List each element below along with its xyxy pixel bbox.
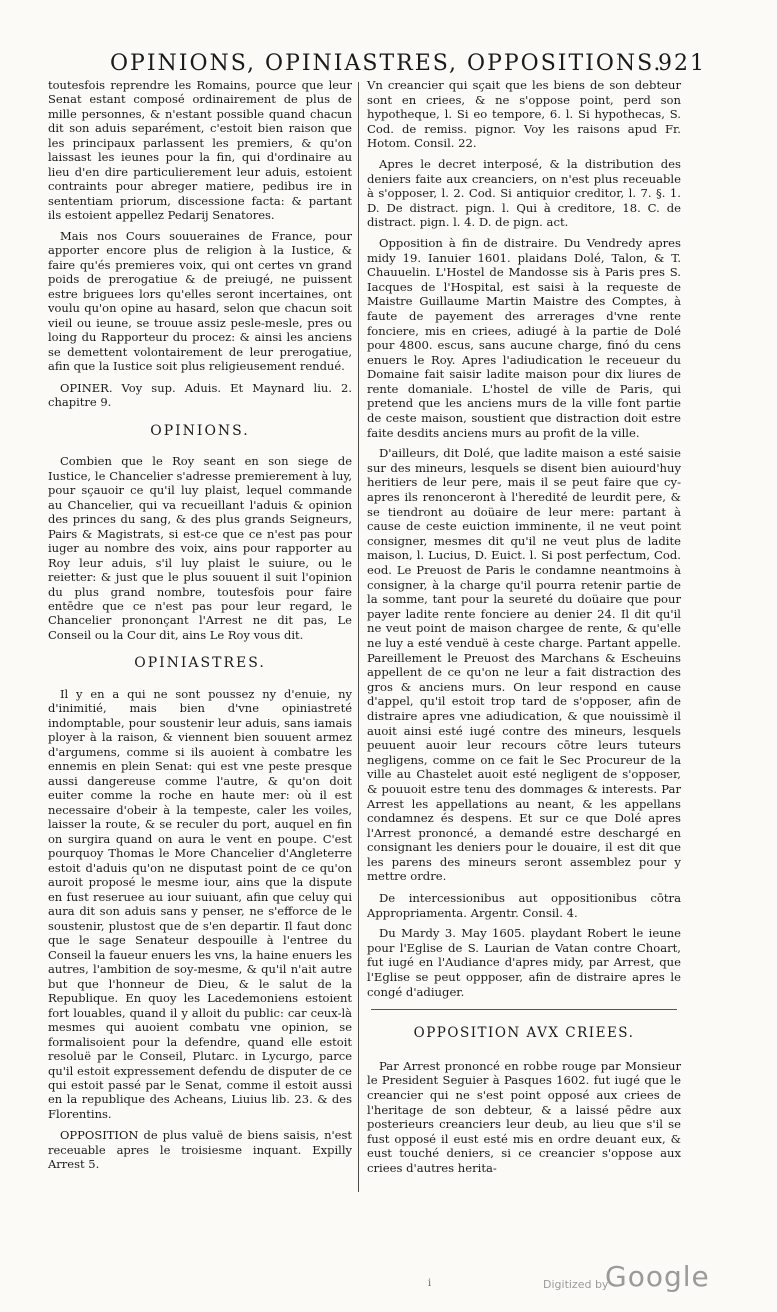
paragraph-ilyen: Il y en a qui ne sont poussez ny d'enuie, ny d'inimitié, mais bien d'vne opiniastreté indomptable, pour soustenir leur aduis, sans iamais ployer à la raison, & viennent bien souuent armez d'argumens, comme si ils auoient à combatre les ennemis en plein Senat: qui est vne peste presque aussi dangereuse comme l'autre, & qu'on doit euiter comme la roche en haute mer: où il est necessaire d'obeir à la tempeste, caler les voiles, laisser la route, & se reculer du port, auquel en fin on surgira quand on aura le vent en poupe. C'est pourquoy Thomas le More Chancelier d'Angleterre estoit d'aduis qu'on ne disputast point de ce qu'on auroit proposé le mesme iour, ains que la dispute en fust reseruee au iour suiuant, afin que celuy qui aura dit son aduis sans y penser, ne s'efforce de le soustenir, plustost que de s'en departir. Il faut donc que le sage Senateur despouille à l'entree du Conseil la faueur enuers les vns, la haine enuers les autres, l'ambition de soy-mesme, & qu'il n'ait autre but que l'honneur de Dieu, & le salut de la Republique. En quoy les Lacedemoniens estoient fort louables, quand il y alloit du public: car ceux-là mesmes qui auoient combatu vne opinion, se formalisoient pour la defendre, quand elle estoit resoluë par le Conseil, Plutarc. in Lycurgo, parce qu'il estoit expressement defendu de disputer de ce qui estoit passé par le Senat, comme il estoit aussi en la republique des Acheans, Liuius lib. 23. & des Florentins.	[48, 686, 352, 1121]
paragraph-opposition: OPPOSITION de plus valuë de biens saisis, n'est receuable apres le troisiesme inquant. Expilly Arrest 5.	[48, 1128, 352, 1172]
paragraph-par-arrest: Par Arrest prononcé en robbe rouge par Monsieur le President Seguier à Pasques 1602. fut iugé que le creancier qui ne s'est point opposé aux criees de l'heritage de son debteur, & a laissé pēdre aux posterieurs creanciers leur deub, au lieu que s'il se fust opposé il eust esté mis en ordre deuant eux, & eust touché deniers, si ce creancier s'oppose aux criees d'autres herita-	[367, 1058, 681, 1175]
heading-opposition-criees: OPPOSITION AVX CRIEES.	[413, 1025, 635, 1042]
paragraph-mardy: Du Mardy 3. May 1605. playdant Robert le ieune pour l'Eglise de S. Laurian de Vatan contre Choart, fut iugé en l'Audiance d'apres midy, par Arrest, que l'Eglise se peut oppposer, afin de distraire apres le congé d'adiuger.	[367, 926, 681, 999]
paragraph-opposition-distraire: Opposition à fin de distraire. Du Vendredy apres midy 19. Ianuier 1601. plaidans Dolé, Talon, & T. Chauuelin. L'Hostel de Mandosse sis à Paris pres S. Iacques de l'Hospital, est saisi à la requeste de Maistre Guillaume Martin Maistre des Comptes, à faute de payement des arrerages d'vne rente fonciere, mis en criees, adiugé à la partie de Dolé pour 4800. escus, sans aucune charge, finó du cens enuers le Roy. Apres l'adiudication le receueur du Domaine fait saisir ladite maison pour dix liures de rente domaniale. L'hostel de ville de Paris, qui pretend que les anciens murs de la ville font partie de ceste maison, soustient que distraction doit estre faite desdits anciens murs au profit de la ville.	[367, 235, 681, 440]
section-rule	[371, 1009, 677, 1010]
right-column	[367, 78, 681, 1176]
paragraph-continuation: toutesfois reprendre les Romains, pource que leur Senat estant composé ordinairement de plus de mille personnes, & n'estant possible quand chacun dit son aduis separément, c'estoit bien raison que les principaux parlassent les premiers, & qu'on laissast les ieunes pour la fin, qui d'ordinaire au lieu d'en dire particulierement leur aduis, estoient contraints pour abreger matiere, pedibus ire in sententiam priorum, discessione facta: & partant ils estoient appellez Pedarij Senatores.	[48, 78, 352, 223]
paragraph-combien: Combien que le Roy seant en son siege de Iustice, le Chancelier s'adresse premierement à luy, pour sçauoir ce qu'il luy plaist, lequel commande au Chancelier, qui va recueillant l'aduis & opinion des princes du sang, & des plus grands Seigneurs, Pairs & Magistrats, si est-ce que ce n'est pas pour iuger au nombre des voix, ains pour rapporter au Roy leur aduis, s'il luy plaist le suiure, ou le reietter: & just que le plus souuent il suit l'opinion du plus grand nombre, toutesfois pour faire entēdre que ce n'est pas pour leur regard, le Chancelier prononçant l'Arrest ne dit pas, Le Conseil ou la Cour dit, ains Le Roy vous dit.	[48, 454, 352, 642]
google-logo: Google	[605, 1260, 710, 1293]
heading-opiniastres: OPINIASTRES.	[134, 655, 266, 672]
paragraph-apres-decret: Apres le decret interposé, & la distribution des deniers faite aux creanciers, on n'est plus receuable à s'opposer, l. 2. Cod. Si antiquior creditor, l. 7. §. 1. D. De distract. pign. l. Qui à creditore, 18. C. de distract. pign. l. 4. D. de pign. act.	[367, 156, 681, 230]
paragraph-mais: Mais nos Cours souueraines de France, pour apporter encore plus de religion à la Iustice, & faire qu'és premieres voix, qui ont certes vn grand poids de prerogatiue & de preiugé, ne puissent estre briguees lors qu'elles seront incertaines, ont voulu qu'on opine au hasard, selon que chacun soit vieil ou ieune, se trouue assiz pesle-mesle, pres ou loing du Rapporteur du procez: & ainsi les anciens se demettent volontairement de leur prerogatiue, afin que la Iustice soit plus religieusement rendué.	[48, 228, 352, 374]
heading-opinions: OPINIONS.	[150, 422, 250, 439]
paragraph-vn-creancier: Vn creancier qui sçait que les biens de son debteur sont en criees, & ne s'oppose point, perd son hypotheque, l. Si eo tempore, 6. l. Si hypothecas, S. Cod. de remiss. pignor. Voy les raisons apud Fr. Hotom. Consil. 22.	[367, 78, 681, 151]
reference-opiner: OPINER. Voy sup. Aduis. Et Maynard liu. 2. chapitre 9.	[48, 380, 352, 410]
google-watermark	[543, 1260, 773, 1300]
digitized-by-label: Digitized by	[543, 1278, 609, 1291]
page-number: 921	[658, 51, 706, 76]
reference-intercessionibus: De intercessionibus aut oppositionibus cōtra Appropriamenta. Argentr. Consil. 4.	[367, 891, 681, 920]
paragraph-dailleurs: D'ailleurs, dit Dolé, que ladite maison a esté saisie sur des mineurs, lesquels se disent bien auiourd'huy heritiers de leur pere, mais il se peut faire que cy-apres ils renonceront à l'heredité de leurdit pere, & se tiendront au doüaire de leur mere: partant à cause de ceste euiction imminente, il ne veut point consigner, mesmes dit qu'il ne veut plus de ladite maison, l. Lucius, D. Euict. l. Si post perfectum, Cod. eod. Le Preuost de Paris le condamne neantmoins à consigner, à la charge qu'il pourra retenir partie de la somme, tant pour la seureté du doüaire que pour payer ladite rente fonciere au denier 24. Il dit qu'il ne veut point de maison chargee de rente, & qu'elle ne luy a esté venduë à ceste charge. Partant appelle. Pareillement le Preuost des Marchans & Escheuins appellent de ce qu'on ne leur a fait distraction des gros & anciens murs. On leur respond en cause d'appel, qu'il estoit trop tard de s'opposer, afin de distraire apres vne adiudication, & que nouissimè il auoit ainsi esté iugé contre des mineurs, lesquels peuuent auoir leur recours cōtre leurs tuteurs negligens, comme on ce fait le Sec Procureur de la ville au Chastelet auoit esté negligent de s'opposer, & pouuoit estre tenu des dommages & interests. Par Arrest les appellations au neant, & les appellans condamnez és despens. Et sur ce que Dolé apres l'Arrest prononcé, a demandé estre deschargé en consignant les deniers pour le douaire, il est dit que les parens des mineurs seront assemblez pour y mettre ordre.	[367, 446, 681, 884]
signature-mark: i	[428, 1278, 432, 1289]
left-column	[48, 78, 352, 1172]
column-divider	[358, 82, 359, 1192]
running-head-title: OPINIONS, OPINIASTRES, OPPOSITIONS.	[110, 51, 663, 76]
